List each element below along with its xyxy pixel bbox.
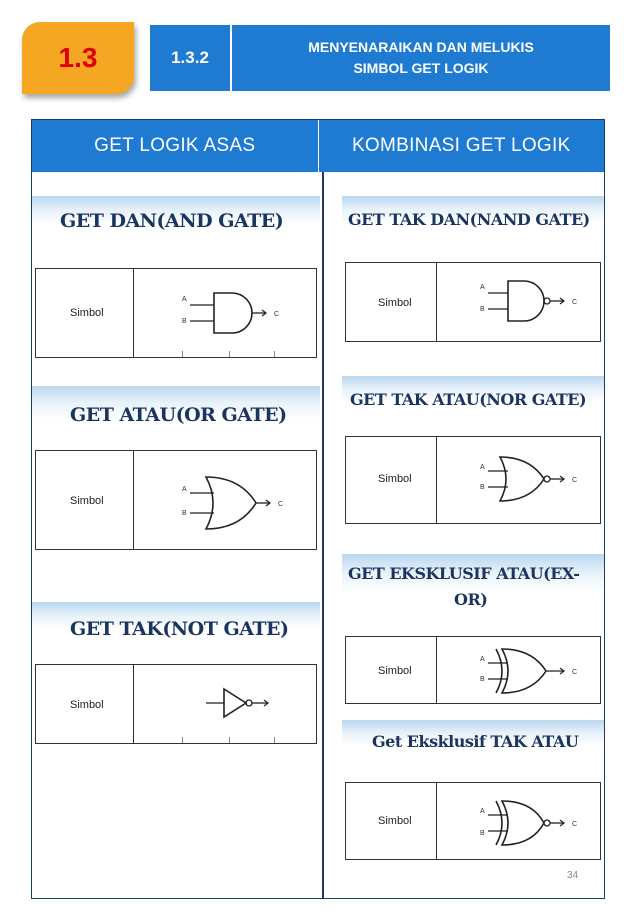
nor-symbol-table	[345, 436, 601, 524]
column-header-right: KOMBINASI GET LOGIK	[351, 135, 571, 156]
and-symbol-table	[35, 268, 317, 358]
xor-gate-card	[342, 554, 604, 704]
section-number: 1.3	[58, 42, 98, 73]
section-badge	[22, 22, 134, 94]
xor-gate-icon	[472, 641, 592, 697]
output-label: C	[572, 821, 578, 828]
output-label: C	[278, 501, 284, 508]
output-label: C	[572, 669, 578, 676]
not-gate-title: GET TAK(NOT GATE)	[70, 618, 289, 640]
nand-gate-title: GET TAK DAN(NAND GATE)	[348, 210, 590, 229]
xnor-symbol-table	[345, 782, 601, 860]
header-title-line2: SIMBOL GET LOGIK	[353, 60, 489, 76]
symbol-label: Simbol	[70, 307, 104, 319]
input-a-label: A	[182, 486, 187, 493]
input-b-label: B	[480, 306, 485, 313]
input-a-label: A	[480, 464, 485, 471]
nor-gate-icon	[472, 447, 592, 507]
symbol-label: Simbol	[70, 495, 104, 507]
input-b-label: B	[182, 318, 187, 325]
column-header-left: GET LOGIK ASAS	[32, 120, 319, 172]
not-symbol-table	[35, 664, 317, 744]
input-a-label: A	[480, 656, 485, 663]
symbol-label: Simbol	[378, 297, 412, 309]
xor-gate-title-line1: GET EKSKLUSIF ATAU(EX-	[348, 564, 580, 583]
gates-table	[31, 119, 605, 899]
page-number: 34	[567, 870, 579, 881]
xnor-gate-card	[342, 720, 604, 860]
input-a-label: A	[480, 284, 485, 291]
symbol-label: Simbol	[70, 699, 104, 711]
input-b-label: B	[480, 830, 485, 837]
input-b-label: B	[480, 676, 485, 683]
or-gate-title: GET ATAU(OR GATE)	[70, 404, 287, 426]
not-gate-card	[32, 602, 320, 744]
xor-symbol-table	[345, 636, 601, 704]
input-a-label: A	[480, 808, 485, 815]
or-gate-icon	[174, 465, 294, 535]
or-symbol-table	[35, 450, 317, 550]
or-gate-card	[32, 386, 320, 550]
nand-gate-card	[342, 196, 604, 344]
subsection-number: 1.3.2	[150, 25, 232, 91]
nand-symbol-table	[345, 262, 601, 342]
header-title-line1: MENYENARAIKAN DAN MELUKIS	[308, 39, 534, 55]
output-label: C	[572, 477, 578, 484]
symbol-label: Simbol	[378, 665, 412, 677]
output-label: C	[572, 299, 578, 306]
and-gate-title: GET DAN(AND GATE)	[60, 210, 284, 232]
not-gate-icon	[202, 679, 292, 729]
header-title	[232, 25, 610, 91]
input-a-label: A	[182, 296, 187, 303]
xor-gate-title-line2: OR)	[454, 590, 488, 609]
xnor-gate-icon	[472, 791, 592, 851]
nor-gate-card	[342, 376, 604, 524]
column-divider	[322, 172, 324, 898]
symbol-label: Simbol	[378, 473, 412, 485]
xnor-gate-title: Get Eksklusif TAK ATAU	[372, 732, 579, 751]
output-label: C	[274, 311, 280, 318]
and-gate-icon	[174, 283, 294, 343]
symbol-label: Simbol	[378, 815, 412, 827]
input-b-label: B	[480, 484, 485, 491]
input-b-label: B	[182, 510, 187, 517]
nand-gate-icon	[472, 273, 592, 329]
header-banner	[150, 25, 610, 91]
and-gate-card	[32, 196, 320, 360]
table-header	[32, 120, 604, 172]
nor-gate-title: GET TAK ATAU(NOR GATE)	[350, 390, 587, 409]
